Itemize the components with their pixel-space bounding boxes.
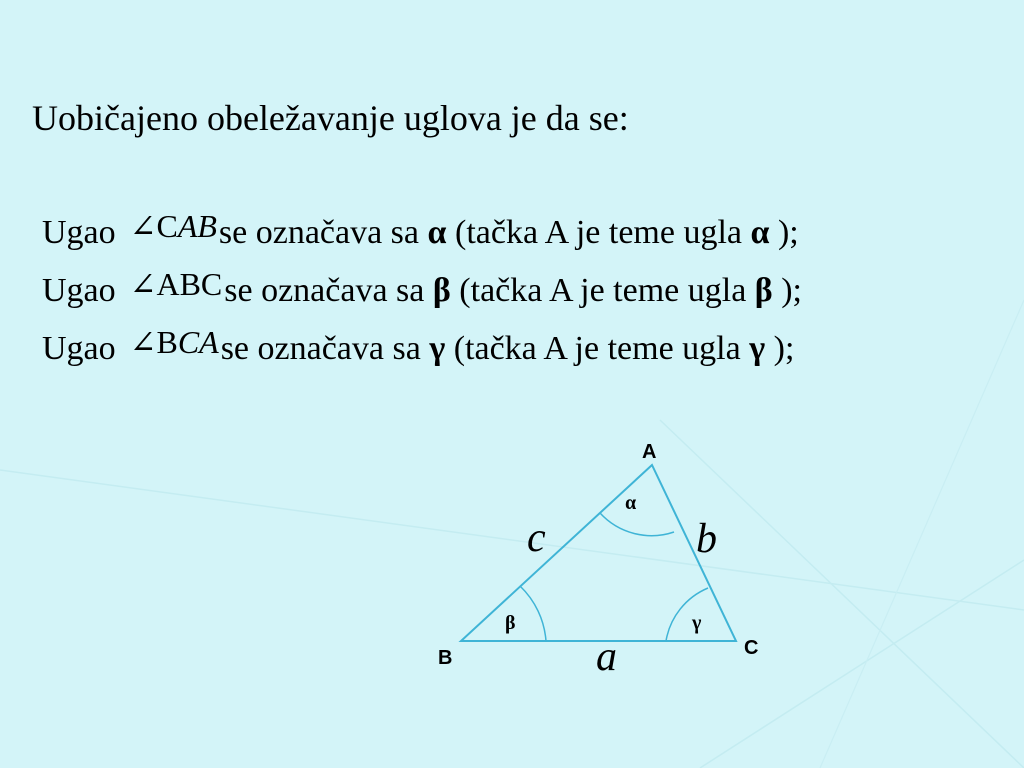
greek-letter: β bbox=[754, 272, 773, 309]
alpha-label: α bbox=[625, 492, 637, 514]
side-b-label: b bbox=[696, 516, 717, 562]
rule-prefix: Ugao bbox=[42, 214, 116, 251]
rule-text-end: ); bbox=[777, 214, 799, 251]
rule-text: se označava sa bbox=[224, 272, 425, 309]
gamma-arc bbox=[666, 588, 708, 641]
gamma-label: γ bbox=[692, 612, 702, 634]
rule-text: se označava sa bbox=[220, 330, 421, 367]
angle-name: BCA bbox=[156, 324, 219, 360]
rule-text-middle: (tačka A je teme ugla bbox=[453, 330, 741, 367]
rule-text: se označava sa bbox=[218, 214, 420, 251]
angle-icon: ∠ bbox=[129, 208, 157, 244]
greek-letter: γ bbox=[749, 330, 766, 367]
rule-prefix: Ugao bbox=[42, 272, 116, 309]
vertex-c-label: C bbox=[744, 637, 759, 659]
rule-text-end: ); bbox=[773, 330, 795, 367]
vertex-a-label: A bbox=[642, 441, 657, 463]
vertex-b-label: B bbox=[438, 647, 453, 669]
slide-title: Uobičajeno obeležavanje uglova je da se: bbox=[32, 98, 629, 138]
rule-text-middle: (tačka A je teme ugla bbox=[455, 214, 742, 251]
rule-text-middle: (tačka A je teme ugla bbox=[459, 272, 747, 309]
side-c-label: c bbox=[527, 515, 546, 561]
greek-letter: α bbox=[427, 214, 447, 251]
rule-text-end: ); bbox=[781, 272, 802, 309]
rule-prefix: Ugao bbox=[42, 330, 116, 367]
angle-icon: ∠ bbox=[129, 266, 157, 302]
beta-label: β bbox=[505, 612, 516, 634]
angle-name: CAB bbox=[156, 208, 217, 244]
beta-arc bbox=[520, 586, 546, 641]
angle-icon: ∠ bbox=[129, 324, 157, 360]
greek-letter: β bbox=[432, 272, 451, 309]
side-a-label: a bbox=[596, 634, 617, 680]
alpha-arc bbox=[600, 513, 674, 536]
angle-name: ABC bbox=[156, 266, 223, 302]
greek-letter: γ bbox=[429, 330, 446, 367]
greek-letter: α bbox=[750, 214, 770, 251]
